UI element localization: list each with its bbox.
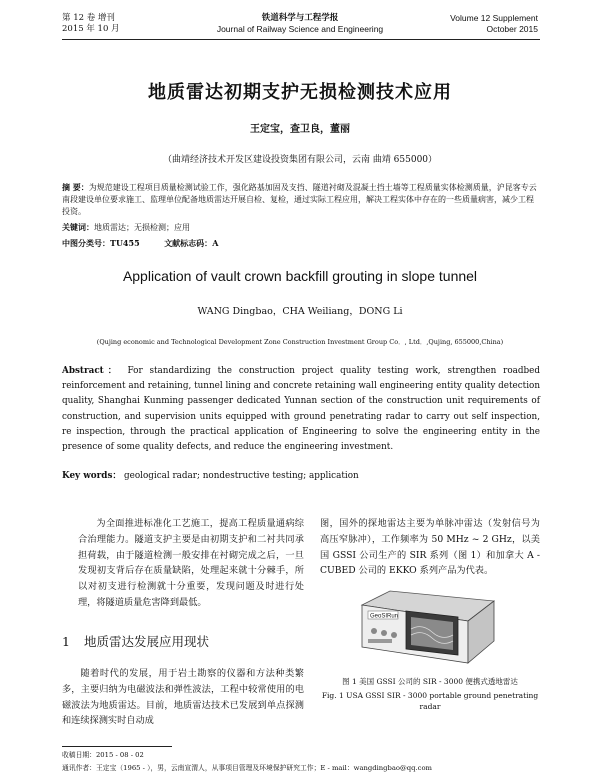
header-center xyxy=(150,13,450,35)
date-cn: 2015 年 10 月 xyxy=(62,24,120,34)
abstract-cn-label: 摘 要： xyxy=(62,182,89,192)
keywords-cn xyxy=(62,221,540,234)
doc-code: A xyxy=(212,238,219,248)
body-paragraph-1: 为全面推进标准化工艺施工，提高工程质量通病综合治理能力。隧道支护主要是由初期支护和二衬共同承担荷载，由于隧道检测一般安排在衬砌完成之后，一旦发现初支背后存在质量缺陷，处理起来就十分棘手，所以对初支进行检测就十分重要，发现问题及时进行处理，将隧道质量危害降到最低。 xyxy=(78,518,304,608)
date-en: October 2015 xyxy=(486,24,538,34)
volume-en: Volume 12 Supplement xyxy=(450,13,538,23)
keywords-en-label: Key words： xyxy=(62,471,122,481)
keywords-cn-label: 关键词： xyxy=(62,222,94,232)
radar-device-illustration xyxy=(362,591,494,663)
figure-1-caption-cn: 图 1 美国 GSSI 公司的 SIR - 3000 便携式透地雷达 xyxy=(342,677,518,686)
section-title: 地质雷达发展应用现状 xyxy=(83,634,209,649)
section-heading-1 xyxy=(62,632,209,650)
section-number: 1 xyxy=(62,634,70,649)
figure-1-radar-device xyxy=(356,577,500,671)
journal-name-cn: 铁道科学与工程学报 xyxy=(261,13,339,23)
clc-code: TU455 xyxy=(110,238,140,248)
abstract-en-text: For standardizing the construction project quality testing work, strengthen roadbed reinforcement and retaining, tunnel lining and concrete retaining wall engineering entity quality detection quality, Shanghai Kunming passenger dedicated Yunnan section of the construction unit requirements of construction, and supervision units equipped with ground penetrating radar to carry out self inspection, re inspection, through the practical application of Engineering to solve the engineering entity in the presence of some quality defects, and reduce the engineering investment. xyxy=(62,366,540,453)
authors-en: WANG Dingbao，CHA Weiliang，DONG Li xyxy=(197,306,403,317)
abstract-cn xyxy=(62,181,540,218)
footnote-author: 通讯作者：王定宝（1965 - ），男，云南宣渭人，从事项目管理及环境保护研究工作；E - mail：wangdingbao@qq.com xyxy=(62,764,432,772)
keywords-en-text: geological radar; nondestructive testing; application xyxy=(124,471,359,481)
affiliation-cn: （曲靖经济技术开发区建设投资集团有限公司，云南 曲靖 655000） xyxy=(162,155,438,165)
abstract-en-label: Abstract： xyxy=(62,366,121,376)
header-rule xyxy=(62,39,540,40)
abstract-en xyxy=(62,364,540,455)
body-paragraph-3: 图，国外的探地雷达主要为单脉冲雷达（发射信号为高压窄脉冲），工作频率为 50 MHz ~ 2 GHz，以美国 GSSI 公司生产的 SIR 系列（图 1）和加拿大 A - CUBED 公司的 EKKO 系列产品为代表。 xyxy=(320,518,540,577)
body-paragraph-2: 随着时代的发展，用于岩土勘察的仪器和方法种类繁多，主要归纳为电磁波法和弹性波法，工程中较常使用的电磁波法为地质雷达。目前，地质雷达技术已发展到单点探测和连续探测实时自动成 xyxy=(62,668,304,727)
clc-label: 中图分类号： xyxy=(62,238,110,248)
keywords-cn-text: 地质雷达；无损检测；应用 xyxy=(94,223,190,232)
paper-title-cn: 地质雷达初期支护无损检测技术应用 xyxy=(148,82,452,103)
footnote-received: 收稿日期：2015 - 08 - 02 xyxy=(62,751,144,759)
paper-title-en: Application of vault crown backfill grouting in slope tunnel xyxy=(122,268,478,284)
header-right xyxy=(450,13,538,35)
authors-cn: 王定宝，查卫良，董丽 xyxy=(250,124,350,135)
device-brand-label: GeoSIRun xyxy=(370,613,399,620)
figure-1-caption-en: Fig. 1 USA GSSI SIR - 3000 portable ground penetrating radar xyxy=(321,691,539,711)
doc-code-label: 文献标志码： xyxy=(164,238,213,248)
journal-name-en: Journal of Railway Science and Engineering xyxy=(216,24,384,34)
abstract-cn-text: 为规范建设工程项目质量检测试验工作，强化路基加固及支挡、隧道衬砌及混凝土挡土墙等工程质量实体检测质量，沪昆客专云南段建设单位要求施工、监理单位配备地质雷达开展自检、复检，通过实际工程应用，解决工程实体中存在的一些质量病害，减少工程投资。 xyxy=(62,183,537,216)
classification-line xyxy=(62,237,540,250)
affiliation-en: (Qujing economic and Technological Development Zone Construction Investment Group Co．, Ltd．,Qujing, 655000,China) xyxy=(96,338,504,346)
footnote-rule xyxy=(62,746,172,747)
volume-cn: 第 12 卷 增刊 xyxy=(62,13,115,23)
keywords-en xyxy=(62,470,540,483)
header-left xyxy=(62,13,120,35)
